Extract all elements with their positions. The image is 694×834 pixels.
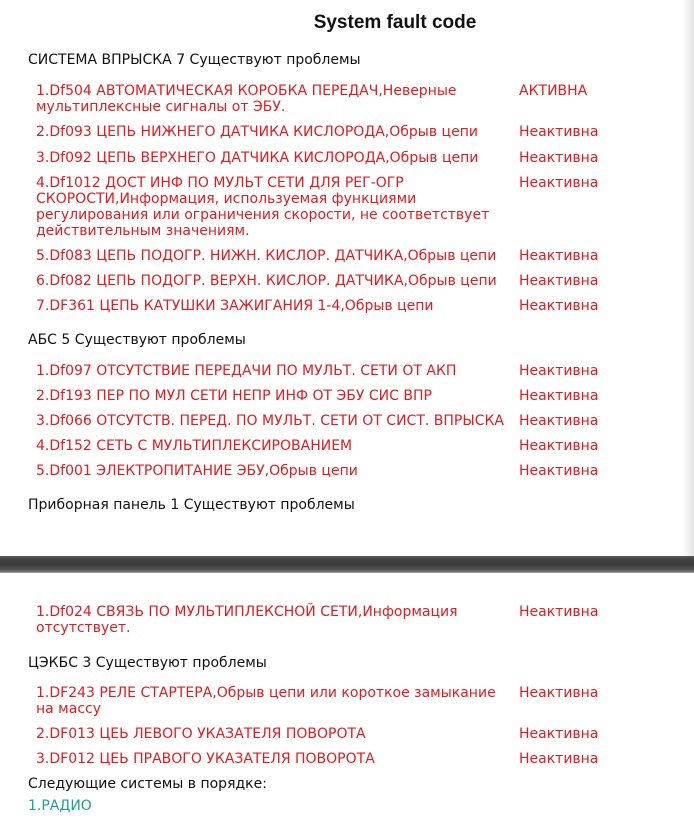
fault-description: 2.Df193 ПЕР ПО МУЛ СЕТИ НЕПР ИНФ ОТ ЭБУ СИС ВПР bbox=[36, 388, 432, 404]
ok-system-item: 1.РАДИО bbox=[28, 798, 92, 814]
fault-status: Неактивна bbox=[519, 604, 599, 620]
fault-status: Неактивна bbox=[519, 463, 599, 479]
fault-status: Неактивна bbox=[519, 150, 599, 166]
page-edge-shadow bbox=[682, 0, 694, 556]
system-header-abs: АБС 5 Существуют проблемы bbox=[28, 332, 246, 348]
fault-status: Неактивна bbox=[519, 388, 599, 404]
ok-systems-header: Следующие системы в порядке: bbox=[28, 776, 267, 792]
page-break bbox=[0, 556, 694, 573]
fault-status: Неактивна bbox=[519, 413, 599, 429]
report-page-2 bbox=[0, 573, 694, 834]
system-header-instrument-panel: Приборная панель 1 Существуют проблемы bbox=[28, 497, 355, 513]
fault-description: 1.Df504 АВТОМАТИЧЕСКАЯ КОРОБКА ПЕРЕДАЧ,Неверные мультиплексные сигналы от ЭБУ. bbox=[36, 83, 457, 115]
fault-status: АКТИВНА bbox=[519, 83, 588, 99]
fault-status: Неактивна bbox=[519, 751, 599, 767]
fault-status: Неактивна bbox=[519, 248, 599, 264]
fault-description: 1.Df024 СВЯЗЬ ПО МУЛЬТИПЛЕКСНОЙ СЕТИ,Информация отсутствует. bbox=[36, 604, 458, 636]
system-header-injection: СИСТЕМА ВПРЫСКА 7 Существуют проблемы bbox=[28, 52, 361, 68]
fault-description: 2.DF013 ЦЕЬ ЛЕВОГО УКАЗАТЕЛЯ ПОВОРОТА bbox=[36, 726, 366, 742]
fault-status: Неактивна bbox=[519, 363, 599, 379]
fault-status: Неактивна bbox=[519, 726, 599, 742]
fault-status: Неактивна bbox=[519, 175, 599, 191]
fault-description: 1.DF243 РЕЛЕ СТАРТЕРА,Обрыв цепи или короткое замыкание на массу bbox=[36, 685, 496, 717]
fault-description: 4.Df152 СЕТЬ С МУЛЬТИПЛЕКСИРОВАНИЕМ bbox=[36, 438, 353, 454]
system-header-body-control: ЦЭКБС 3 Существуют проблемы bbox=[28, 655, 267, 671]
fault-description: 3.Df066 ОТСУТСТВ. ПЕРЕД. ПО МУЛЬТ. СЕТИ ОТ СИСТ. ВПРЫСКА bbox=[36, 413, 505, 429]
fault-status: Неактивна bbox=[519, 685, 599, 701]
fault-description: 5.Df083 ЦЕПЬ ПОДОГР. НИЖН. КИСЛОР. ДАТЧИКА,Обрыв цепи bbox=[36, 248, 497, 264]
fault-status: Неактивна bbox=[519, 124, 599, 140]
fault-status: Неактивна bbox=[519, 298, 599, 314]
fault-description: 1.Df097 ОТСУТСТВИЕ ПЕРЕДАЧИ ПО МУЛЬТ. СЕТИ ОТ АКП bbox=[36, 363, 457, 379]
fault-description: 3.Df092 ЦЕПЬ ВЕРХНЕГО ДАТЧИКА КИСЛОРОДА,Обрыв цепи bbox=[36, 150, 479, 166]
fault-description: 2.Df093 ЦЕПЬ НИЖНЕГО ДАТЧИКА КИСЛОРОДА,Обрыв цепи bbox=[36, 124, 478, 140]
fault-description: 7.DF361 ЦЕПЬ КАТУШКИ ЗАЖИГАНИЯ 1-4,Обрыв цепи bbox=[36, 298, 434, 314]
report-title: System fault code bbox=[313, 12, 477, 33]
fault-description: 4.Df1012 ДОСТ ИНФ ПО МУЛЬТ СЕТИ ДЛЯ РЕГ-ОГР СКОРОСТИ,Информация, используемая функциями регулирования или ограничения скорости, не соответствует действительным значениям. bbox=[36, 175, 490, 239]
fault-status: Неактивна bbox=[519, 273, 599, 289]
fault-description: 3.DF012 ЦЕЬ ПРАВОГО УКАЗАТЕЛЯ ПОВОРОТА bbox=[36, 751, 375, 767]
fault-description: 5.Df001 ЭЛЕКТРОПИТАНИЕ ЭБУ,Обрыв цепи bbox=[36, 463, 358, 479]
fault-description: 6.Df082 ЦЕПЬ ПОДОГР. ВЕРХН. КИСЛОР. ДАТЧИКА,Обрыв цепи bbox=[36, 273, 497, 289]
fault-status: Неактивна bbox=[519, 438, 599, 454]
